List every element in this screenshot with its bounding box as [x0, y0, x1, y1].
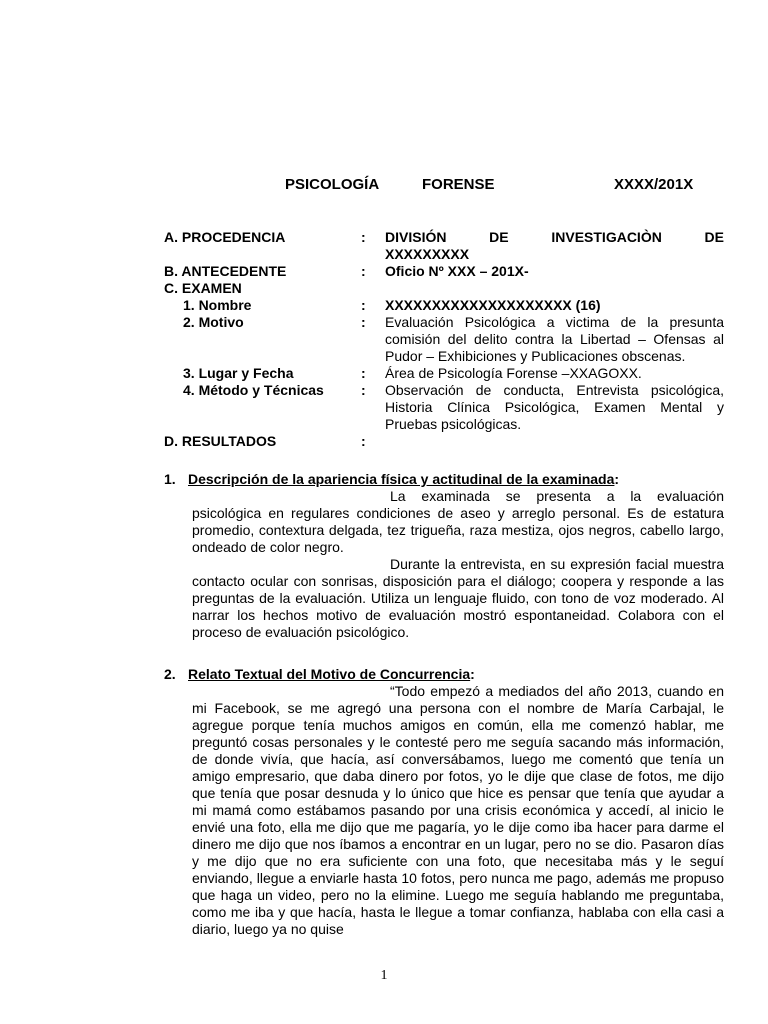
page-number: 1 — [380, 968, 388, 983]
paragraph: Durante la entrevista, en su expresión facial muestra contacto ocular con sonrisas, disposición para el diálogo; coopera y responde a las preguntas de la evaluación. Utiliza un lenguaje fluido, con tono de voz moderado. Al narrar los hechos motivo de evaluación mostró espontaneidad. Colabora con el proceso de evaluación psicológico. — [192, 556, 724, 640]
field-label: B. ANTECEDENTE — [164, 263, 287, 279]
section-heading — [164, 666, 724, 683]
field-procedencia-cont — [164, 246, 724, 263]
field-procedencia — [164, 229, 724, 246]
field-colon: : — [361, 263, 366, 279]
field-colon: : — [361, 382, 366, 398]
field-examen — [164, 280, 724, 297]
field-value: DIVISIÓN DE INVESTIGACIÒN DE — [385, 229, 724, 245]
section-heading — [164, 471, 724, 488]
field-value: XXXXXXXXXXXXXXXXXXXX (16) — [385, 297, 601, 313]
section-relato — [164, 666, 724, 938]
section-title: Descripción de la apariencia física y actitudinal de la examinada — [188, 471, 615, 487]
section-number: 1. — [164, 471, 176, 487]
section-apariencia — [164, 471, 724, 641]
field-colon: : — [361, 297, 366, 313]
field-label: D. RESULTADOS — [164, 433, 277, 449]
field-value: XXXXXXXXX — [385, 246, 470, 262]
field-colon: : — [361, 229, 366, 245]
title-code: XXXX/201X — [614, 176, 694, 193]
field-label: 4. Método y Técnicas — [183, 382, 324, 398]
field-resultados — [164, 433, 724, 450]
field-label: C. EXAMEN — [164, 280, 242, 296]
field-motivo — [164, 314, 724, 365]
paragraph: La examinada se presenta a la evaluación psicológica en regulares condiciones de aseo y arreglo personal. Es de estatura promedio, contextura delgada, tez trigueña, raza mestiza, ojos negros, cabello largo, ondeado de color negro. — [192, 488, 724, 555]
section-title: Relato Textual del Motivo de Concurrencia — [188, 666, 471, 682]
section-title-suffix: : — [470, 666, 475, 682]
page-title — [0, 176, 768, 196]
field-antecedente — [164, 263, 724, 280]
section-number: 2. — [164, 666, 176, 682]
header-fields — [164, 229, 724, 450]
field-colon: : — [361, 433, 366, 449]
field-value: Oficio Nº XXX – 201X- — [385, 263, 529, 279]
field-colon: : — [361, 314, 366, 330]
field-label: A. PROCEDENCIA — [164, 229, 286, 245]
field-lugar — [164, 365, 724, 382]
field-value: Observación de conducta, Entrevista psicológica, Historia Clínica Psicológica, Examen Mental y Pruebas psicológicas. — [385, 382, 724, 432]
field-value: Evaluación Psicológica a victima de la presunta comisión del delito contra la Libertad – Ofensas al Pudor – Exhibiciones y Publicaciones obscenas. — [385, 314, 724, 364]
field-nombre — [164, 297, 724, 314]
field-label: 3. Lugar y Fecha — [183, 365, 294, 381]
section-body — [192, 488, 724, 641]
field-colon: : — [361, 365, 366, 381]
field-label: 2. Motivo — [183, 314, 244, 330]
field-value: Área de Psicología Forense –XXAGOXX. — [385, 365, 642, 381]
paragraph: “Todo empezó a mediados del año 2013, cuando en mi Facebook, se me agregó una persona con el nombre de María Carbajal, le agregue porque tenía muchos amigos en común, ella me comenzó hablar, me preguntó cosas personales y le contesté pero me seguía sacando más información, de donde vivía, que hacía, así conversábamos, luego me comentó que tenía un amigo empresario, que daba dinero por fotos, yo le dije que clase de fotos, me dijo que tenía que posar desnuda y lo único que hice es pensar que tenía que ayudar a mi mamá como estábamos pasando por una crisis económica y accedí, al inicio le envié una foto, ella me dijo que me pagaría, yo le dije como iba hacer para darme el dinero me dijo que nos íbamos a encontrar en un lugar, pero no se dio. Pasaron días y me dijo que no era suficiente con una foto, que necesitaba más y le seguí enviando, llegue a enviarle hasta 10 fotos, pero nunca me pago, además me propuso que haga un video, pero no la elimine. Luego me seguía hablando me preguntaba, como me iba y que hacía, hasta le llegue a tomar confianza, hablaba con ella casi a diario, luego ya no quise — [192, 683, 724, 937]
section-body — [192, 683, 724, 938]
field-metodo — [164, 382, 724, 433]
title-psicologia: PSICOLOGÍA — [285, 176, 380, 193]
title-forense: FORENSE — [422, 176, 495, 193]
section-title-suffix: : — [614, 471, 620, 487]
field-label: 1. Nombre — [183, 297, 252, 313]
